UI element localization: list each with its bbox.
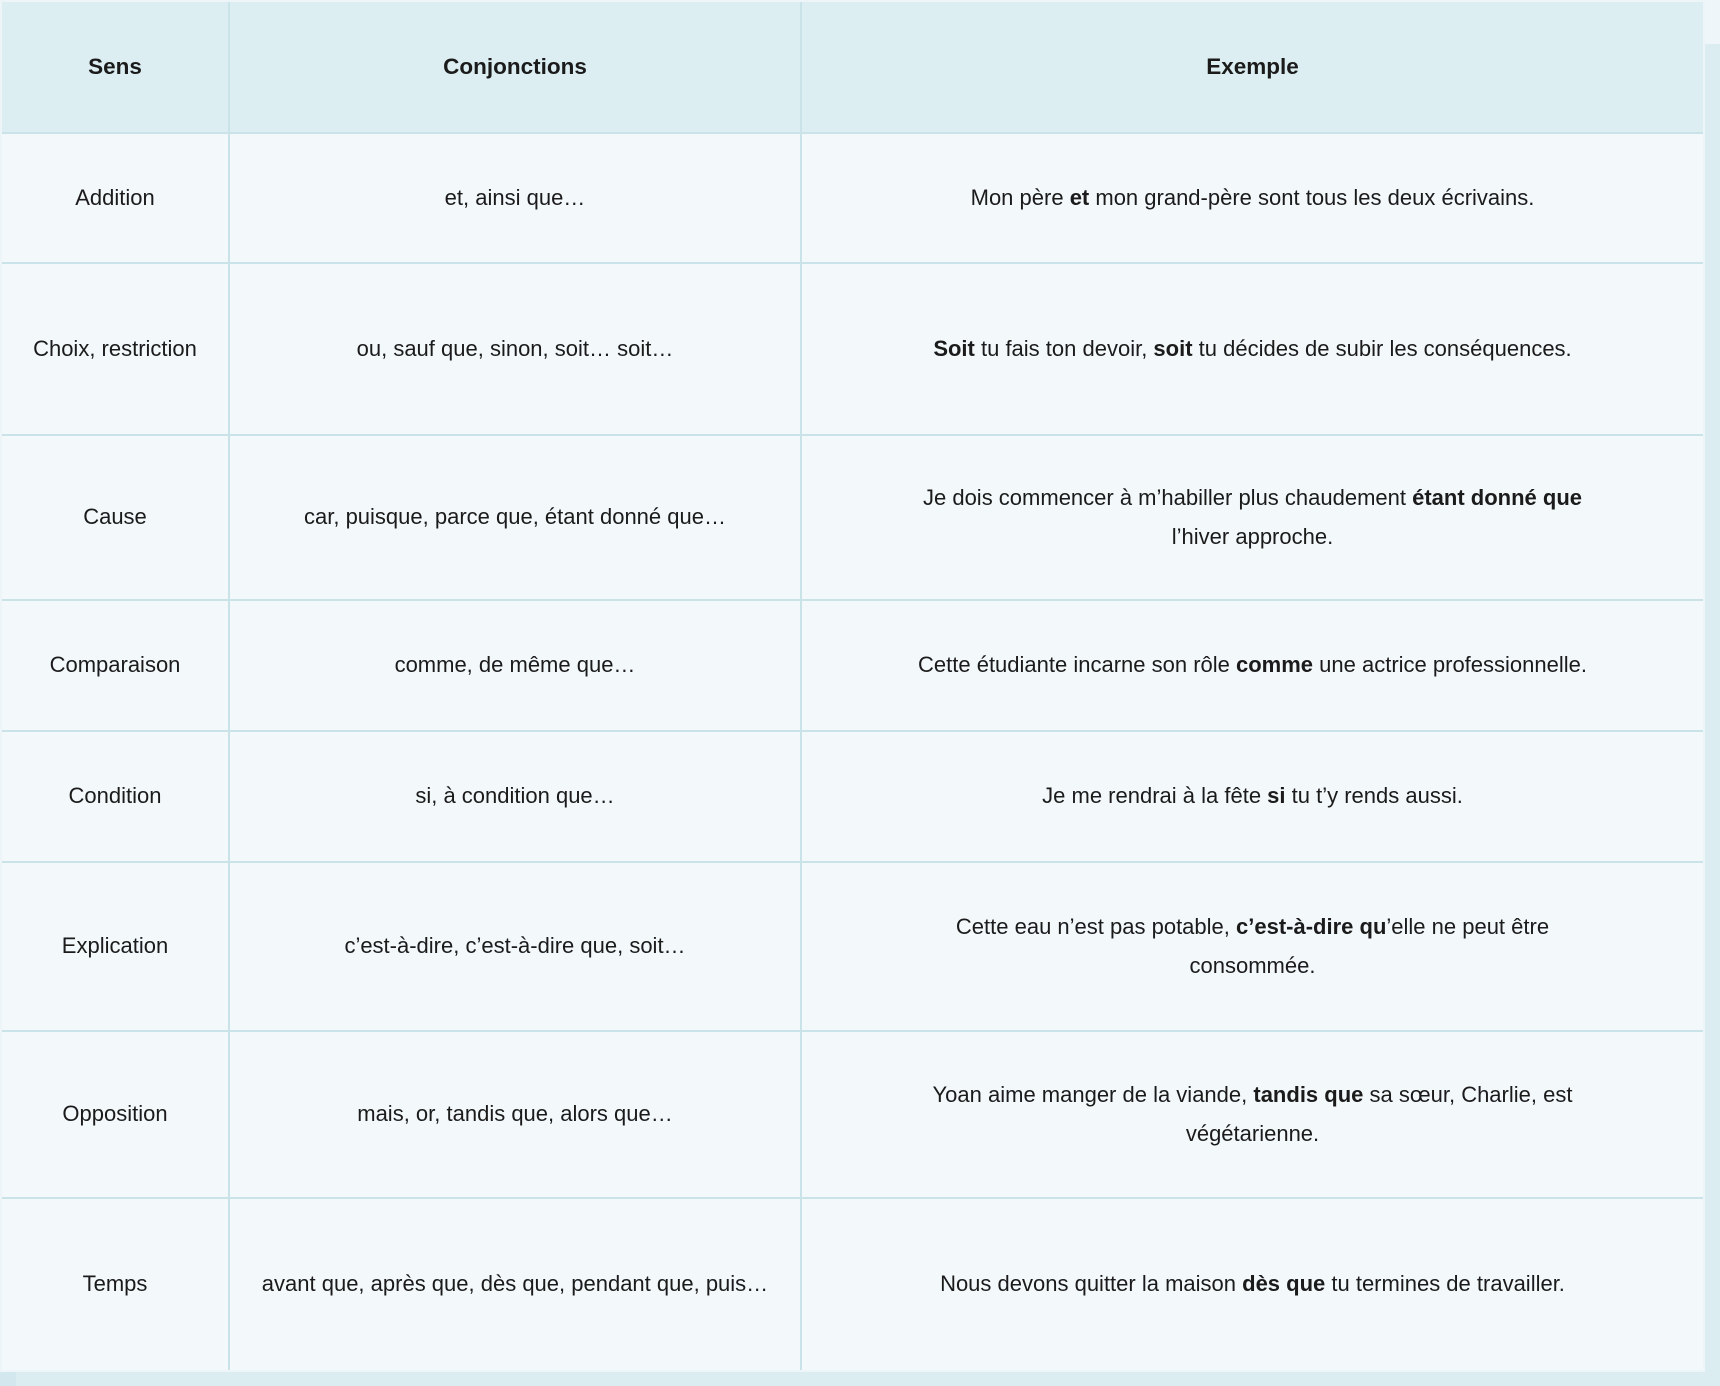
column-header-sens (2, 2, 228, 132)
column-header-exemple (802, 2, 1703, 132)
exemple-cell (802, 863, 1703, 1030)
sens-label: Condition (68, 783, 162, 809)
sens-cell (2, 1199, 228, 1370)
sens-cell (2, 264, 228, 434)
conjonctions-text: et, ainsi que… (444, 184, 586, 210)
conjonctions-text: c’est-à-dire, c’est-à-dire que, soit… (344, 933, 686, 959)
conjonctions-text: si, à condition que… (415, 783, 615, 809)
conjonctions-text: mais, or, tandis que, alors que… (357, 1101, 673, 1127)
example-text: Yoan aime manger de la viande, tandis que sa sœur, Charlie, est végétarienne. (932, 1082, 1573, 1146)
exemple-cell (802, 601, 1703, 730)
right-page-gutter (1705, 0, 1720, 1386)
example-text: Je dois commencer à m’habiller plus chaudement étant donné que l’hiver approche. (922, 485, 1582, 549)
column-header-sens-label: Sens (88, 54, 142, 80)
exemple-cell (802, 436, 1703, 599)
conjonctions-cell (230, 134, 800, 262)
sens-cell (2, 863, 228, 1030)
example-text: Nous devons quitter la maison dès que tu termines de travailler. (940, 1271, 1565, 1297)
column-header-exemple-label: Exemple (1206, 54, 1299, 80)
conjonctions-cell (230, 1199, 800, 1370)
column-header-conjonctions-label: Conjonctions (443, 54, 587, 80)
sens-cell (2, 732, 228, 861)
sens-label: Cause (83, 504, 147, 530)
example-text: Mon père et mon grand-père sont tous les deux écrivains. (970, 184, 1535, 210)
sens-label: Choix, restriction (33, 335, 197, 361)
exemple-cell (802, 1199, 1703, 1370)
conjonctions-text: car, puisque, parce que, étant donné que… (304, 504, 726, 530)
conjonctions-text: comme, de même que… (394, 652, 636, 678)
sens-label: Explication (61, 933, 169, 959)
exemple-cell (802, 1032, 1703, 1197)
sens-cell (2, 134, 228, 262)
column-header-conjonctions (230, 2, 800, 132)
conjonctions-cell (230, 601, 800, 730)
exemple-cell (802, 264, 1703, 434)
sens-cell (2, 601, 228, 730)
conjonctions-cell (230, 1032, 800, 1197)
conjonctions-text: ou, sauf que, sinon, soit… soit… (356, 335, 674, 361)
conjonctions-text: avant que, après que, dès que, pendant que, puis… (261, 1271, 769, 1297)
sens-label: Addition (75, 184, 155, 210)
conjonctions-cell (230, 264, 800, 434)
sens-label: Temps (82, 1271, 148, 1297)
conjonctions-cell (230, 732, 800, 861)
example-text: Je me rendrai à la fête si tu t’y rends aussi. (1042, 783, 1463, 809)
example-text: Cette eau n’est pas potable, c’est-à-dire qu’elle ne peut être consommée. (955, 914, 1550, 978)
sens-label: Opposition (62, 1101, 168, 1127)
exemple-cell (802, 732, 1703, 861)
sens-cell (2, 1032, 228, 1197)
conjonctions-cell (230, 436, 800, 599)
sens-cell (2, 436, 228, 599)
example-text: Cette étudiante incarne son rôle comme une actrice professionnelle. (918, 652, 1587, 678)
exemple-cell (802, 134, 1703, 262)
sens-label: Comparaison (49, 652, 181, 678)
bottom-gutter-left-cap (0, 1372, 16, 1386)
conjonctions-cell (230, 863, 800, 1030)
example-text: Soit tu fais ton devoir, soit tu décides de subir les conséquences. (933, 335, 1572, 361)
bottom-page-gutter (0, 1372, 1720, 1386)
right-gutter-top-cap (1705, 0, 1720, 44)
